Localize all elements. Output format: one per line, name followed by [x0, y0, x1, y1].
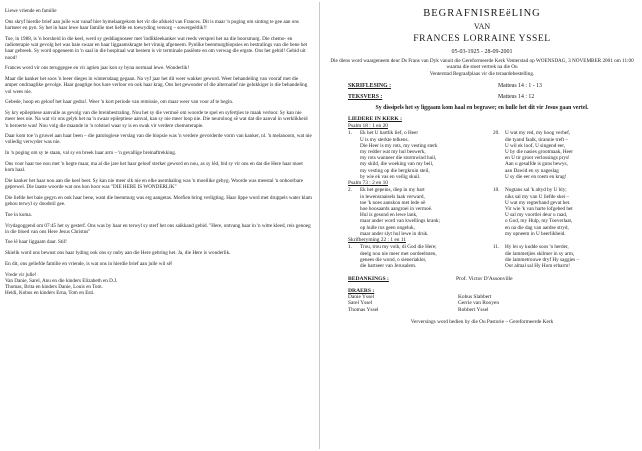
programme-column — [326, 8, 638, 325]
hymn-stanzas — [326, 130, 638, 180]
stanza-line: Ek het gepeins, diep in my hart — [360, 187, 425, 194]
pallbearers-right — [458, 294, 568, 313]
hymn-stanzas — [326, 187, 638, 237]
signoff-line: Thomas, Brita en kinders Danie, Louis en Tom. — [5, 284, 103, 291]
text-verse-label: TEKSVERS : — [348, 94, 383, 101]
stanza-line: genees die wond, o sieneriakler, — [360, 256, 427, 263]
signoff-line: Van Danie, Sarel, Anu en die kinders Elizabeth en D.J. — [5, 277, 118, 284]
stanza-number: 20. — [493, 130, 500, 137]
stanza-line: maar ander word van kwellings krank; — [360, 218, 440, 225]
stanza-line: en na die dag van aardse stryd, — [505, 224, 569, 231]
letter-paragraph: Skielik word ons bewust ons haar lyding ook ons sy nuby aan die Here gebring het. Ja, die Here is wonderlik. — [5, 250, 231, 257]
signoff-line: Heidi, Kobus en kinders Erna, Tom en Esti. — [5, 290, 95, 297]
stanza-line: die tyand faalk, tirannie treft – — [505, 136, 569, 143]
pallbearers-left — [348, 294, 458, 313]
scripture-reading — [326, 83, 638, 90]
hymns-heading: LIEDERE IN KERK : — [348, 116, 402, 123]
stanza-lines — [505, 130, 638, 180]
scripture-text: Matteus 14 : 1 - 13 — [498, 83, 542, 90]
refreshments-note: Verversings word bedien by die Ou Pastorie – Gereformeerde Kerk — [410, 318, 554, 325]
pallbearers-list — [326, 294, 638, 313]
stanza-line: toe 'k noes aanskou met lede oë — [360, 199, 426, 206]
stanza-line: maar ander slyt hul lewe in druk. — [360, 230, 429, 237]
stanza — [493, 187, 638, 237]
page-divider — [319, 2, 320, 449]
thanks-label: BEDANKINGS : — [348, 276, 389, 283]
service-line: Die diens word waargeneem deur Ds Frans van Dyk vanuit die Gereformeerde Kerk Venterstad op WOENSDAG, 3 NOVEMBER 2001 om 11:00 waarna die stoet vertrek na die Ou — [330, 58, 634, 71]
stanza-line: U sal my voortlei deur u raad, — [505, 212, 568, 219]
thanks-row — [326, 276, 638, 282]
stanza-lines — [505, 244, 638, 269]
stanza-number: 1. — [348, 244, 352, 251]
letter-paragraph: Die liefde het baie gegyn en ook haar bene, want die beenmurg was erg aangetas. Morfien bring verligting. Haar lippe word met druppels water klam gehou terwyl sy doodstil gee. — [5, 194, 312, 208]
stanza-line: op hulle rus geen ongeluk, — [360, 224, 415, 231]
pallbearer-name: Robbert Yssel — [458, 306, 489, 313]
stanza-line: U sy die eer en roem en krag! — [505, 173, 567, 180]
letter-paragraph: En dit, ons geliefde familie en vriende, is wat ons in hierdie brief aan julle wil sê! — [5, 260, 173, 267]
stanza-line: U wat my red, my hoog verhef, — [505, 130, 571, 137]
scripture-label: SKRIFLESING : — [348, 83, 392, 90]
letter-paragraph: Gebede, hoop en geloof het haar gedra!. Weer 'n kort periode van remissie, om maar weer van voor af te begin. — [5, 99, 234, 106]
stanza-number: 11. — [493, 244, 500, 251]
stanza — [493, 130, 638, 180]
stanza-line: o God, my Hulp, my Toeverlaat, — [505, 218, 573, 225]
stanza-line: Die Heer is my rots, my vesting sterk — [360, 142, 438, 149]
stanza-lines — [505, 187, 638, 237]
letter-paragraph: Liewe vriende en familie — [5, 8, 57, 14]
stanza-number: 1. — [348, 130, 352, 137]
stanza-line: en U tir groot verlossings prys! — [505, 155, 570, 162]
pallbearer-name: Gerrie van Rooyen — [458, 300, 500, 307]
deceased-name: FRANCES LORRAINE YSSEL — [413, 34, 551, 44]
letter-body — [5, 8, 312, 267]
stanza-lines — [360, 187, 493, 237]
letter-paragraph: Frances word vir ons teruggegee en vir agtien jaar kon sy byna normaal lewe. Wonderlik! — [5, 65, 190, 72]
stanza-line: U is my sterkte telkens. — [360, 136, 409, 143]
stanza-line: my skild, die woeking van my beil, — [360, 161, 434, 168]
stanza-line: Nogtans sal 'k altyd by U bly; — [505, 187, 567, 194]
thanks-text: Prof. Victor D'Assonville — [456, 276, 513, 283]
hymn-stanzas — [326, 244, 638, 269]
stanza-number: 2. — [348, 187, 352, 194]
hymn-title: Psalm 18 : 1 en 20 — [348, 123, 388, 130]
programme-van: VAN — [473, 22, 491, 31]
stanza-line: in lewensraaisels laak verward, — [360, 193, 425, 200]
stanza-line: Hul is gesond en lewe lank, — [360, 212, 418, 219]
stanza-line: Trou, trou my volk, di God die Here; — [360, 244, 437, 251]
stanza — [348, 187, 493, 237]
hymn-list — [326, 123, 638, 269]
letter-paragraph: Toe in koma. — [5, 211, 32, 218]
stanza-line: Oor almal sal Hy Hom erbarm! — [505, 263, 570, 270]
stanza — [348, 244, 493, 269]
pallbearer-name: Danie Yssel — [348, 293, 374, 300]
pallbearer-name: Sarel Yssel — [348, 300, 373, 307]
stanza-line: Aan u gesalfde is guns bewys, — [505, 161, 568, 168]
service-line: Venterstad Begraafplaas vir die teraardebestelling. — [429, 70, 535, 77]
letter-paragraph: Ons voor haar toe nou met 'n hegte maar, ma al die jare het haar geloof sterker geword en nou, as sy lêd, bid sy vir ons en dat die Here haar moet kom haal. — [5, 160, 303, 174]
stanza-lines — [360, 244, 493, 269]
stanza-line: Ek het U hartlik lief, o Heer — [360, 130, 419, 137]
letter-paragraph: Maar die kanker het soos 'n leeer dieges in wintersdaag gegaan. Na vyf jaar het dit weer wakker geword. Weer behandeling van vooraf met die amper ondraaglike gevolge. Haar geagtige bos hare verloor en ook haar krag. Ons het gewonder of die alternatief nie gelukkiger is die behandeling vol wees nie. — [5, 75, 308, 95]
letter-paragraph: Toe, in 1988, is 'n borsheid in die keel, werd sy geddiagnoseer met 'indlikleekanker wat reeds versprei het na die boorsmurg. Die chemo- en radioterapie wat gevolg het was baie swaar en haar liggaamskragte het vinnig afgeneem. Pynlike beenmurgbiopsies en bestralings van die bene het haar gebreek. Sy word opgeneem in 'n saal in die hospitaal wat bestem is vir terminale pasiënte en om verwag die ergste. Ons het gebid! Gebid uit nood! — [5, 35, 308, 61]
stanza-line: my vesting op die bergkruin steil, — [360, 167, 430, 174]
theme-verse: Sy dissipels het sy liggaam kom haal en begrawe; en hulle het dit vir Jesus gaan vertel. — [375, 105, 589, 112]
pallbearers-heading: DRAERS : — [348, 287, 375, 294]
letter-paragraph: Die kanker het haar nou aan die keel beet. Sy kan nie meer slk nie en elke asemhaling was 'n moeilike gebyg. Woorde was meestal 'n onhoorbare geprewel. Die laaste woorde wat ons kon hoor was "DIE HERE IS WONDERLIK" — [5, 177, 303, 191]
letter-paragraph: In 'n poging om sy te staan, val sy en breek haar arm – 'n gevallige breinaftrekking. — [5, 150, 177, 157]
letter-paragraph: Daar kom toe 'n gruwel aan haar been – die patologiese verslag van die biopsie was 'n verdere gevorderde vorm van kanker, nl. 'n melanoom, wat nie volledig verwyder was nie. — [5, 133, 312, 146]
pallbearer-name: Thomas Yssel — [348, 306, 379, 313]
life-dates: 05-03-1925 - 28-09-2001 — [451, 49, 513, 55]
stanza — [493, 244, 638, 269]
stanza-line: aan Dawid en sy nageslag — [505, 167, 559, 174]
stanza-line: niks sal my van U liefde skei – — [505, 193, 570, 200]
stanza-line: U wat my regterhand gevat het. — [505, 199, 571, 206]
text-verse — [326, 94, 638, 101]
pallbearer-name: Kobus Slabbert — [458, 293, 492, 300]
service-details — [326, 58, 638, 77]
stanza-line: U wil ek loof, U singend eer, — [505, 142, 566, 149]
stanza-line: die lammetrouwe dryf Hy saggies – — [505, 256, 580, 263]
stanza-line: Vir wie 'k van harte lofgebed het — [505, 206, 573, 213]
letter-paragraph: Toe lê haar liggaam daar. Stil! — [5, 239, 67, 246]
letter-paragraph: Sy kry epileptiese aanvalle as gevolg van die breinbestraling. Nou het sy die vermoë om woorde te spel en syfertjies te maak verloor. Sy kan nie meer lees nie. Na wat vir ons gelyk het na 'n swaar epileptiese aanval, kan sy nie meer loop nie. Die neuroloog sê wat dat die aanval in werklikheid 'n beroerte was! Nou volg die maande in 'n rolstoel waar sy is en swak vir verdere chemoterapie. — [5, 109, 308, 129]
stanza-line: my opneem in U heerlikheid. — [505, 230, 566, 237]
stanza-line: Hy lei sy kudde soos 'n herder, — [505, 244, 569, 251]
text-verse-text: Matteus 14 : 12 — [498, 94, 535, 101]
letter-column — [5, 8, 312, 297]
stanza-number: 10. — [493, 187, 500, 194]
stanza-line: my rots wanneer die stormwind huil, — [360, 155, 437, 162]
stanza-line: U by die nasies grootmaak, Heer — [505, 149, 573, 156]
stanza-line: hoe boosaards aangroei in vermoë. — [360, 206, 433, 213]
stanza-line: my redder wat my hul beswerk, — [360, 149, 426, 156]
letter-paragraph: Vrydagoggend om 07:45 het sy gesterf. Ons was by haar en terwyl sy sterf het ons saikkand gebid. "Here, ontvang haar in 'n witte kleed, reis genoeg in die bloed van ons Here Jesus Christus" — [5, 222, 311, 235]
stanza — [348, 130, 493, 180]
letter-paragraph: Ons skryf hierdie brief aan julle wat vanaf hier hymelaargekom het vir die afskeid van Frances. Dit is maar 'n poging om sinting te gee aan ons hartseer en pyn. Sy het in haar lewe haar familie met liefde en toewyding versorg – sowergeëtlik!! — [5, 18, 299, 31]
stanza-line: by wie ek vas en veilig skuil. — [360, 173, 421, 180]
signoff-line: Vrede vir julle! — [5, 271, 37, 278]
stanza-line: die lammetjies skilmer in sy arm, — [505, 250, 575, 257]
programme-title: BEGRAFNISREëLING — [423, 8, 541, 19]
hymn-title: Skrifberyming 22 : 1 en 11 — [348, 237, 407, 244]
stanza-line: die hartseer van Jerusalem. — [360, 263, 417, 270]
hymn-title: Psalm 73 : 2 en 10 — [348, 180, 388, 187]
stanza-line: deelg nou nie meer met oordeeltsten, — [360, 250, 437, 257]
stanza-lines — [360, 130, 493, 180]
letter-signoff — [5, 272, 312, 297]
